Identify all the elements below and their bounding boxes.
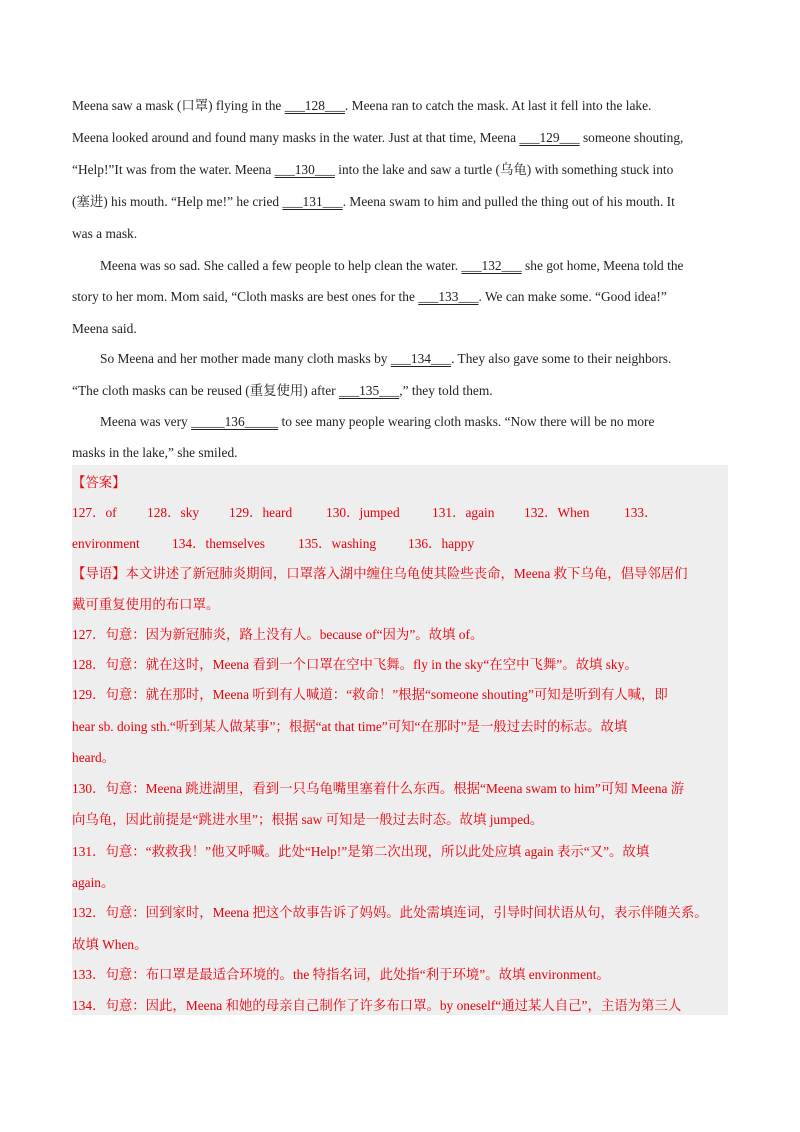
answer-128: 128．sky <box>147 505 200 520</box>
blank-130: ___130___ <box>274 162 335 177</box>
blank-132: ___132___ <box>461 258 522 273</box>
answer-129: 129．heard <box>229 505 293 520</box>
answer-133: environment <box>72 536 140 551</box>
text: So Meena and her mother made many cloth masks by <box>100 351 391 366</box>
blank-135: ___135___ <box>338 383 400 398</box>
text: into the lake and saw a turtle (乌龟) with something stuck into <box>334 162 674 177</box>
blank-131: ___131___ <box>282 194 343 209</box>
answer-132: 132．When <box>524 505 590 520</box>
explanation-line: 127．句意：因为新冠肺炎，路上没有人。because of“因为”。故填 of。 <box>72 627 484 642</box>
passage-line-5 <box>72 224 137 244</box>
answer-130: 130．jumped <box>326 505 400 520</box>
text: story to her mom. Mom said, “Cloth masks are best ones for the <box>72 289 419 304</box>
text: . Meena ran to catch the mask. At last it fell into the lake. <box>344 98 652 113</box>
text: to see many people wearing cloth masks. “Now there will be no more <box>278 414 655 429</box>
guide-line-1: 【导语】本文讲述了新冠肺炎期间，口罩落入湖中缠住乌龟使其险些丧命，Meena 救下乌龟，倡导邻居们 <box>72 566 688 581</box>
explanation-line: heard。 <box>72 750 116 765</box>
passage-line-12 <box>72 443 238 463</box>
passage-line-8 <box>72 319 137 339</box>
passage-line-7 <box>72 287 667 307</box>
explanation-line: hear sb. doing sth.“听到某人做某事”；根据“at that time”可知“在那时”是一般过去时的标志。故填 <box>72 719 628 734</box>
answer-131: 131．again <box>432 505 495 520</box>
blank-136: _____136_____ <box>191 414 279 429</box>
answer-135: 135．washing <box>298 536 377 551</box>
text: ,” they told them. <box>399 383 493 398</box>
text: “The cloth masks can be reused (重复使用) after <box>72 383 339 398</box>
passage-line-6 <box>100 256 683 276</box>
text: she got home, Meena told the <box>521 258 684 273</box>
passage-line-2 <box>72 128 683 148</box>
explanation-line: 130．句意：Meena 跳进湖里，看到一只乌龟嘴里塞着什么东西。根据“Meena swam to him”可知 Meena 游 <box>72 781 685 796</box>
text: Meena looked around and found many masks in the water. Just at that time, Meena <box>72 130 520 145</box>
answer-133-number: 133． <box>624 505 658 520</box>
blank-134: ___134___ <box>390 351 452 366</box>
explanation-line: 131．句意：“救救我！”他又呼喊。此处“Help!”是第二次出现，所以此处应填 again 表示“又”。故填 <box>72 844 650 859</box>
passage-line-3 <box>72 160 673 180</box>
text: (塞进) his mouth. “Help me!” he cried <box>72 194 283 209</box>
passage-line-10 <box>72 381 493 401</box>
explanation-line: 128．句意：就在这时，Meena 看到一个口罩在空中飞舞。fly in the sky“在空中飞舞”。故填 sky。 <box>72 657 638 672</box>
blank-128: ___128___ <box>284 98 345 113</box>
text: Meena was very <box>100 414 192 429</box>
passage-line-1 <box>72 96 651 116</box>
explanation-line: 134．句意：因此，Meena 和她的母亲自己制作了许多布口罩。by oneself“通过某人自己”，主语为第三人 <box>72 998 682 1013</box>
text: was a mask. <box>72 226 138 241</box>
explanation-line: again。 <box>72 875 115 890</box>
text: . Meena swam to him and pulled the thing out of his mouth. It <box>342 194 675 209</box>
text: . They also gave some to their neighbors. <box>451 351 672 366</box>
text: masks in the lake,” she smiled. <box>72 445 238 460</box>
explanation-line: 故填 When。 <box>72 937 148 952</box>
passage-line-11 <box>100 412 654 432</box>
explanation-line: 133．句意：布口罩是最适合环境的。the 特指名词，此处指“利于环境”。故填 environment。 <box>72 967 610 982</box>
text: . We can make some. “Good idea!” <box>478 289 667 304</box>
answer-134: 134．themselves <box>172 536 265 551</box>
passage-line-4 <box>72 192 675 212</box>
text: “Help!”It was from the water. Meena <box>72 162 275 177</box>
text: Meena said. <box>72 321 137 336</box>
answer-127: 127．of <box>72 505 117 520</box>
answers-line-2 <box>72 534 728 554</box>
explanation-line: 向乌龟，因此前提是“跳进水里”；根据 saw 可知是一般过去时态。故填 jumped。 <box>72 812 544 827</box>
answer-136: 136．happy <box>408 536 475 551</box>
passage-line-9 <box>100 349 671 369</box>
blank-133: ___133___ <box>418 289 479 304</box>
explanation-line: 132．句意：回到家时，Meena 把这个故事告诉了妈妈。此处需填连词，引导时间状语从句，表示伴随关系。 <box>72 905 708 920</box>
guide-line-2: 戴可重复使用的布口罩。 <box>72 597 220 612</box>
text: Meena was so sad. She called a few people to help clean the water. <box>100 258 462 273</box>
text: someone shouting, <box>579 130 684 145</box>
answers-line-1 <box>72 503 728 523</box>
blank-129: ___129___ <box>519 130 580 145</box>
text: Meena saw a mask (口罩) flying in the <box>72 98 285 113</box>
answer-heading: 【答案】 <box>72 475 126 490</box>
explanation-line: 129．句意：就在那时，Meena 听到有人喊道：“救命！”根据“someone shouting”可知是听到有人喊，即 <box>72 687 668 702</box>
